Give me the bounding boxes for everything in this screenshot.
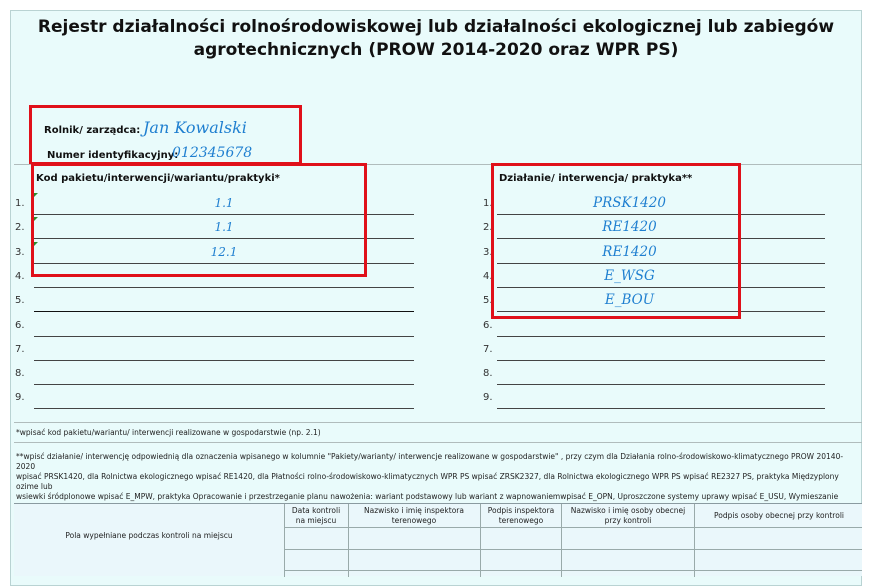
- header-present-person-signature: Podpis osoby obecnej przy kontroli: [714, 511, 844, 520]
- right-row-number: 2.: [483, 222, 493, 234]
- row-line: [284, 570, 862, 571]
- col-divider: [694, 504, 695, 577]
- right-row-line: [497, 408, 825, 409]
- left-row-line: [34, 408, 414, 409]
- col-divider: [480, 504, 481, 577]
- control-side-label: Pola wypełniane podczas kontroli na miejscu: [65, 531, 233, 540]
- left-row-line: [34, 336, 414, 337]
- left-row-value[interactable]: 1.1: [214, 196, 234, 210]
- footnote-2-line: **wpisć działanie/ interwencję odpowiednią dla oznaczenia wpisanego w kolumnie "Pakiety/warianty/ interwencje realizowane w gospodarstwie" , przy czym dla Działania rolno-środowiskowo-klimatycznego PROW 20140-2020: [16, 452, 844, 471]
- right-row-number: 8.: [483, 368, 493, 380]
- page-title: [10, 16, 862, 62]
- header-control-date: Data kontroli na miejscu: [291, 506, 341, 525]
- right-row-number: 6.: [483, 319, 493, 331]
- footnote-2-line: wpisać PRSK1420, dla Rolnictwa ekologicznego wpisać RE1420, dla Płatności rolno-środowiskowo-klimatycznych WPR PS wpisać ZRSK2327, dla Rolnictwa ekologicznego WPR PS wpisać RE2327 PS, praktyka Międzyplony ozime lub: [16, 472, 839, 491]
- title-line-2: agrotechnicznych (PROW 2014-2020 oraz WPR PS): [193, 40, 679, 60]
- farmer-id-value[interactable]: 012345678: [172, 145, 253, 161]
- footnote-divider-1: [14, 422, 862, 423]
- left-row-line: [34, 311, 414, 312]
- left-row-number: 8.: [15, 368, 25, 380]
- header-inspector-name: Nazwisko i imię inspektora terenowego: [364, 506, 464, 525]
- control-table: [14, 503, 862, 576]
- right-row-line: [497, 384, 825, 385]
- right-row-value[interactable]: RE1420: [602, 219, 657, 236]
- right-row-number: 3.: [483, 246, 493, 258]
- right-row-line: [497, 360, 825, 361]
- col-divider: [284, 504, 285, 577]
- header-present-person-name: Nazwisko i imię osoby obecnej przy kontroli: [570, 506, 686, 525]
- right-row-number: 1.: [483, 198, 493, 209]
- left-row-line: [34, 287, 414, 288]
- right-row-number: 9.: [483, 392, 493, 404]
- footnote-divider-2: [14, 442, 862, 443]
- right-row-value[interactable]: RE1420: [602, 243, 657, 260]
- left-row-number: 6.: [15, 319, 25, 331]
- left-row-line: [34, 360, 414, 361]
- farmer-name-value[interactable]: Jan Kowalski: [143, 118, 247, 137]
- right-row-number: 5.: [483, 295, 493, 307]
- left-row-value[interactable]: 12.1: [210, 244, 238, 259]
- left-row-number: 9.: [15, 392, 25, 404]
- left-row-number: 7.: [15, 343, 25, 355]
- right-row-number: 4.: [483, 270, 493, 282]
- footnote-2-line: wsiewki śródplonowe wpisać E_MPW, praktyka Opracowanie i przestrzeganie planu nawożenia: wariant podstawowy lub wariant z wapnowaniemwpisać E_OPN, Uproszczone systemy uprawy wpisać E_USU, Wymieszanie: [16, 492, 839, 501]
- header-inspector-signature: Podpis inspektora terenowego: [487, 506, 555, 525]
- left-row-number: 1.: [15, 198, 25, 209]
- footnote-1: *wpisać kod pakietu/wariantu/ interwencji realizowane w gospodarstwie (np. 2.1): [16, 428, 321, 437]
- farmer-highlight-box: [29, 105, 302, 165]
- left-table-header: Kod pakietu/interwencji/wariantu/praktyki*: [36, 173, 280, 184]
- right-highlight-box: [491, 163, 741, 319]
- right-row-number: 7.: [483, 343, 493, 355]
- left-row-number: 5.: [15, 295, 25, 307]
- row-line: [284, 527, 862, 528]
- left-row-number: 4.: [15, 270, 25, 282]
- left-highlight-box: [31, 163, 367, 277]
- right-row-line: [497, 336, 825, 337]
- col-divider: [348, 504, 349, 577]
- left-row-number: 3.: [15, 246, 25, 258]
- left-row-line: [34, 384, 414, 385]
- row-line: [284, 549, 862, 550]
- right-table-header: Działanie/ interwencja/ praktyka**: [499, 173, 693, 184]
- left-row-value[interactable]: 1.1: [214, 220, 234, 235]
- left-row-number: 2.: [15, 222, 25, 234]
- title-line-1: Rejestr działalności rolnośrodowiskowej lub działalności ekologicznej lub zabiegów: [37, 17, 835, 37]
- col-divider: [561, 504, 562, 577]
- farmer-id-label: Numer identyfikacyjny:: [47, 150, 179, 161]
- right-row-value[interactable]: PRSK1420: [593, 195, 666, 211]
- right-row-value[interactable]: E_WSG: [604, 267, 655, 284]
- farmer-label: Rolnik/ zarządca:: [44, 125, 141, 136]
- right-row-value[interactable]: E_BOU: [604, 292, 655, 309]
